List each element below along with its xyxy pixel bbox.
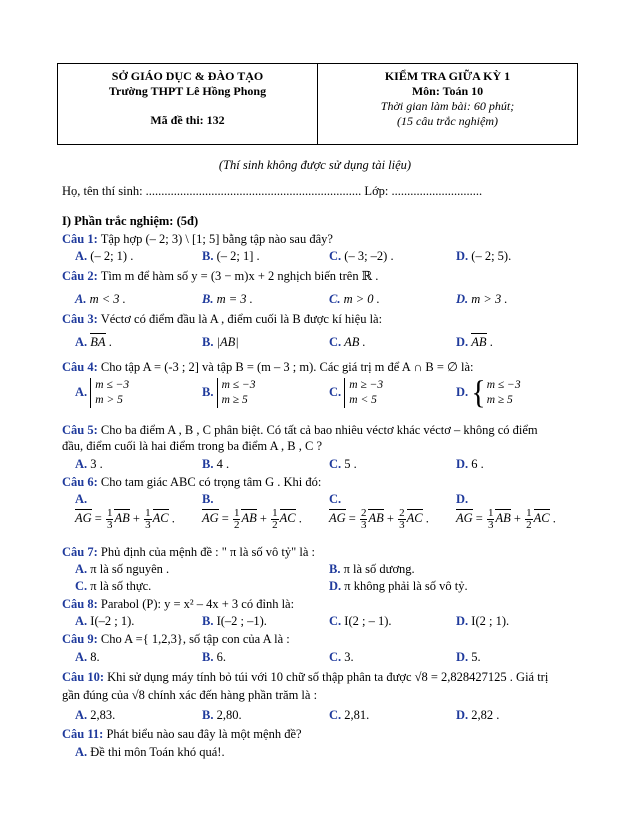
q5-option-c[interactable] [329,457,357,472]
q-text: Tập hợp (– 2; 3) \ [1; 5] bằng tập nào sau đây? [100,232,333,246]
opt-letter: B. [202,650,214,664]
q3-option-b[interactable] [202,335,239,350]
q-label: Câu 3: [62,312,98,326]
q-text: Cho tam giác ABC có trọng tâm G . Khi đó: [100,475,322,489]
abs-vector-ab: |AB| [216,335,239,349]
opt-letter: A. [75,562,88,576]
opt-text: 6. [216,650,226,664]
q1-option-b[interactable] [202,249,260,264]
opt-letter: D. [456,335,469,349]
q1-option-a[interactable] [75,249,133,264]
q5-option-a[interactable] [75,457,103,472]
opt-text: 8. [90,650,100,664]
opt-letter: C. [329,249,342,263]
q6-letter-a[interactable]: A. [75,492,88,506]
exam-header [57,63,578,145]
q-text: Cho ba điểm A , B , C phân biệt. Có tất cả bao nhiêu véctơ khác véctơ – không có điểm [100,423,538,437]
q-text: Parabol (P): y = x² – 4x + 3 có đỉnh là: [100,597,295,611]
q10-option-c[interactable] [329,708,369,723]
opt-letter: D. [456,708,469,722]
opt-text: 4 . [216,457,230,471]
q-label: Câu 4: [62,360,98,374]
cond-2: m ≥ 5 [486,394,513,406]
bracket-system [344,378,383,408]
q5-option-d[interactable] [456,457,484,472]
q-label: Câu 9: [62,632,98,646]
q-text: Phủ định của mệnh đề : " π là số vô tỷ" là : [100,545,315,559]
opt-text: π không phải là số vô tỷ. [344,579,468,593]
bracket-system [90,378,129,408]
opt-letter: D. [456,292,469,306]
q4-option-c[interactable] [329,378,383,408]
cond-2: m > 5 [95,394,123,406]
question-4 [62,359,474,375]
opt-text: 3. [344,650,354,664]
opt-text: 3 . [90,457,103,471]
opt-text: I(2 ; 1). [471,614,510,628]
question-8 [62,597,294,612]
q8-option-c[interactable] [329,614,392,629]
q6-letter-d[interactable]: D. [456,492,469,506]
q-text: Khi sử dụng máy tính bỏ túi với 10 chữ số thập phân ta được √8 = 2,828427125 . Giá trị [107,670,549,684]
q-label: Câu 6: [62,475,98,489]
opt-letter: C. [329,292,341,306]
exam-time: Thời gian làm bài: 60 phút; [380,99,515,113]
q7-option-b[interactable] [329,562,415,577]
school-name: Trường THPT Lê Hồng Phong [108,84,267,98]
cond-1: m ≥ −3 [349,379,384,391]
exam-title: KIỂM TRA GIỮA KỲ 1 [384,69,511,83]
q1-option-d[interactable] [456,249,511,264]
q10-option-d[interactable] [456,708,499,723]
q2-option-a[interactable] [75,292,126,307]
q11-option-a[interactable] [75,745,225,760]
question-7 [62,545,315,560]
question-5-cont: đầu, điểm cuối là hai điểm trong ba điểm A , B , C ? [62,439,323,453]
opt-letter: C. [329,335,342,349]
opt-text: AB . [344,335,366,349]
q9-option-d[interactable] [456,650,481,665]
question-2 [62,268,378,284]
cond-2: m < 5 [349,394,377,406]
opt-text: m < 3 . [89,292,126,306]
opt-letter: C. [329,384,342,399]
opt-text: I(–2 ; 1). [90,614,135,628]
opt-text: 2,83. [90,708,116,722]
q3-option-c[interactable] [329,335,366,350]
q6-formula-a: AG = $\frac{1}{3}$ AB + $\frac{1}{3}$ AC . [75,507,175,531]
opt-letter: C. [329,457,342,471]
opt-letter: B. [202,335,214,349]
q6-letter-c[interactable]: C. [329,492,342,506]
opt-letter: A. [75,292,87,306]
q-text: Cho A ={ 1,2,3}, số tập con của A là : [100,632,290,646]
q6-formula-d: AG = $\frac{1}{3}$ AB + $\frac{1}{2}$ AC . [456,507,556,531]
opt-text: m > 0 . [343,292,380,306]
opt-letter: A. [75,708,88,722]
opt-letter: A. [75,457,88,471]
q10-option-b[interactable] [202,708,242,723]
opt-text: π là số nguyên . [90,562,170,576]
q9-option-b[interactable] [202,650,226,665]
student-line: Họ, tên thí sinh: ..................................................................... Lớp: ............................. [62,184,483,198]
opt-letter: D. [456,614,469,628]
q7-option-d[interactable] [329,579,468,594]
opt-text: (– 2; 1] . [216,249,260,263]
opt-letter: B. [202,708,214,722]
opt-text: π là số thực. [90,579,152,593]
opt-letter: D. [456,384,469,399]
brace-system [487,378,521,408]
q3-option-d[interactable]: D. AB . [456,335,493,349]
question-1 [62,232,333,247]
cond-2: m ≥ 5 [221,394,248,406]
q9-option-a[interactable] [75,650,100,665]
opt-letter: B. [202,457,214,471]
q4-option-b[interactable] [202,378,255,408]
question-9 [62,632,290,647]
opt-text: 2,81. [344,708,370,722]
opt-text: (– 2; 5). [471,249,512,263]
school-info [58,64,318,144]
q4-option-d[interactable] [456,374,521,411]
brace-icon: { [471,374,486,411]
opt-letter: A. [75,745,88,759]
q10-option-a[interactable] [75,708,115,723]
cond-1: m ≤ −3 [95,379,130,391]
opt-letter: A. [75,249,88,263]
opt-letter: A. [75,614,88,628]
opt-letter: D. [456,249,469,263]
opt-letter: D. [456,650,469,664]
vector-ab: AB [471,335,487,349]
q-label: Câu 8: [62,597,98,611]
q-label: Câu 1: [62,232,98,246]
opt-letter: B. [202,384,214,399]
opt-text: 6 . [471,457,484,471]
opt-letter: A. [75,650,88,664]
opt-letter: A. [75,384,88,399]
q2-option-d[interactable] [456,292,508,307]
q4-option-a[interactable] [75,378,129,408]
notice: (Thí sinh không được sử dụng tài liệu) [218,158,412,172]
question-11 [62,727,302,742]
cond-1: m ≤ −3 [486,379,521,391]
q-label: Câu 2: [62,269,98,283]
exam-info [318,64,577,144]
exam-code: Mã đề thi: 132 [150,113,225,127]
opt-letter: B. [202,292,214,306]
opt-text: m = 3 . [216,292,253,306]
q3-option-a[interactable]: A. BA . [75,335,112,349]
q6-formula-c: AG = $\frac{2}{3}$ AB + $\frac{2}{3}$ AC . [329,507,429,531]
cond-1: m ≤ −3 [221,379,256,391]
opt-letter: D. [329,579,342,593]
q7-option-a[interactable] [75,562,169,577]
opt-text: m > 3 . [471,292,508,306]
question-3 [62,312,382,327]
opt-letter: C. [329,614,342,628]
q5-option-b[interactable] [202,457,229,472]
opt-letter: C. [75,579,88,593]
opt-text: 2,82 . [471,708,500,722]
opt-letter: B. [202,249,214,263]
q6-formula-b: AG = $\frac{1}{2}$ AB + $\frac{1}{2}$ AC . [202,507,302,531]
q2-option-c[interactable] [329,292,380,307]
dept-name: SỞ GIÁO DỤC & ĐÀO TẠO [111,69,264,83]
q1-option-c[interactable] [329,249,394,264]
q-text: Phát biểu nào sau đây là một mệnh đề? [106,727,302,741]
opt-text: (– 3; –2) . [344,249,394,263]
opt-text: 5. [471,650,481,664]
question-10-cont: gần đúng của √8 chính xác đến hàng phần trăm là : [62,688,318,702]
q2-option-b[interactable] [202,292,253,307]
q-text: Tìm m để hàm số y = (3 − m)x + 2 nghịch biến trên ℝ . [100,269,379,283]
opt-text: 5 . [344,457,357,471]
opt-letter: C. [329,650,342,664]
opt-text: I(2 ; – 1). [344,614,392,628]
question-10 [62,670,548,685]
section-title: I) Phần trắc nghiệm: (5đ) [62,214,199,228]
q8-option-b[interactable] [202,614,267,629]
exam-count: (15 câu trắc nghiệm) [397,114,498,128]
q8-option-a[interactable] [75,614,134,629]
bracket-system [217,378,256,408]
question-5 [62,423,538,438]
q-label: Câu 10: [62,670,105,684]
opt-text: I(–2 ; –1). [216,614,267,628]
opt-letter: B. [202,614,214,628]
q-label: Câu 5: [62,423,98,437]
opt-text: π là số dương. [343,562,415,576]
q7-option-c[interactable] [75,579,151,594]
q6-letter-b[interactable]: B. [202,492,214,506]
opt-letter: A. [75,335,88,349]
vector-ba: BA [90,335,106,349]
q-label: Câu 7: [62,545,98,559]
q-text: Cho tập A = (-3 ; 2] và tập B = (m – 3 ; m). Các giá trị m để A ∩ B = ∅ là: [100,360,474,374]
opt-text: Đề thi môn Toán khó quá!. [90,745,225,759]
opt-letter: C. [329,708,342,722]
opt-text: (– 2; 1) . [90,249,134,263]
exam-subject: Môn: Toán 10 [411,84,484,98]
opt-text: 2,80. [216,708,242,722]
opt-letter: B. [329,562,341,576]
q8-option-d[interactable] [456,614,509,629]
q9-option-c[interactable] [329,650,354,665]
q-label: Câu 11: [62,727,104,741]
question-6 [62,475,321,490]
q-text: Véctơ có điểm đầu là A , điểm cuối là B được kí hiệu là: [100,312,383,326]
opt-letter: D. [456,457,469,471]
